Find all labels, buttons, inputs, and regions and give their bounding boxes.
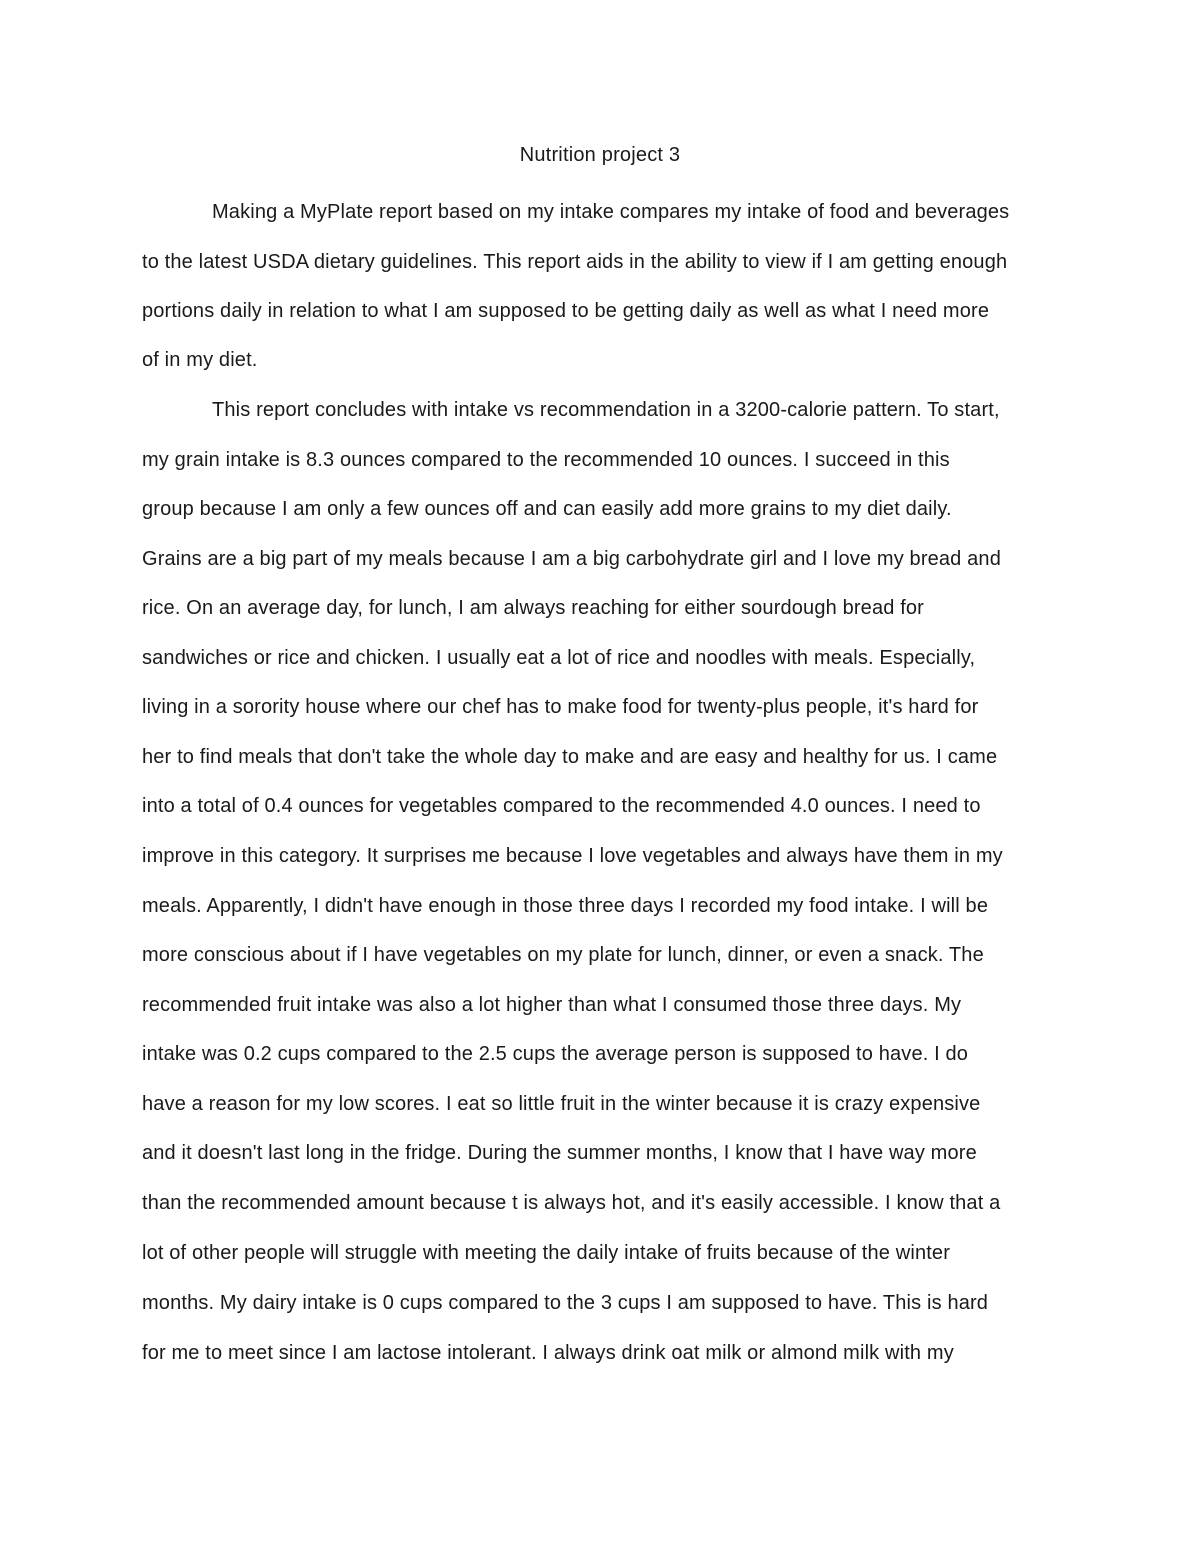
paragraph-2-line-13: recommended fruit intake was also a lot higher than what I consumed those three days. My bbox=[142, 994, 962, 1016]
paragraph-2-line-11: meals. Apparently, I didn't have enough in those three days I recorded my food intake. I will be bbox=[142, 895, 989, 917]
paragraph-2-line-18: lot of other people will struggle with meeting the daily intake of fruits because of the winter bbox=[142, 1242, 951, 1264]
paragraph-2-line-14: intake was 0.2 cups compared to the 2.5 cups the average person is supposed to have. I do bbox=[142, 1043, 969, 1065]
paragraph-2-line-3: group because I am only a few ounces off and can easily add more grains to my diet daily. bbox=[142, 498, 952, 520]
paragraph-2-line-9: into a total of 0.4 ounces for vegetables compared to the recommended 4.0 ounces. I need to bbox=[142, 795, 981, 817]
paragraph-2-line-20: for me to meet since I am lactose intolerant. I always drink oat milk or almond milk with my bbox=[142, 1342, 954, 1364]
paragraph-2-line-10: improve in this category. It surprises me because I love vegetables and always have them in my bbox=[142, 845, 1003, 867]
paragraph-2-line-5: rice. On an average day, for lunch, I am always reaching for either sourdough bread for bbox=[142, 597, 924, 619]
paragraph-2-line-8: her to find meals that don't take the whole day to make and are easy and healthy for us. I came bbox=[142, 746, 998, 768]
paragraph-2-line-19: months. My dairy intake is 0 cups compared to the 3 cups I am supposed to have. This is hard bbox=[142, 1292, 989, 1314]
paragraph-2-line-4: Grains are a big part of my meals because I am a big carbohydrate girl and I love my bread and bbox=[142, 548, 1001, 570]
paragraph-1-line-4: of in my diet. bbox=[142, 349, 258, 371]
paragraph-2-line-6: sandwiches or rice and chicken. I usually eat a lot of rice and noodles with meals. Especially, bbox=[142, 647, 976, 669]
paragraph-2-line-16: and it doesn't last long in the fridge. During the summer months, I know that I have way more bbox=[142, 1142, 977, 1164]
paragraph-2-line-2: my grain intake is 8.3 ounces compared to the recommended 10 ounces. I succeed in this bbox=[142, 449, 950, 471]
paragraph-1-line-2: to the latest USDA dietary guidelines. This report aids in the ability to view if I am getting enough bbox=[142, 251, 1008, 273]
paragraph-1-line-1: Making a MyPlate report based on my intake compares my intake of food and beverages bbox=[212, 201, 1010, 223]
paragraph-2-line-15: have a reason for my low scores. I eat so little fruit in the winter because it is crazy expensive bbox=[142, 1093, 981, 1115]
paragraph-2-line-1: This report concludes with intake vs recommendation in a 3200-calorie pattern. To start, bbox=[212, 399, 1000, 421]
paragraph-2-line-17: than the recommended amount because t is always hot, and it's easily accessible. I know that a bbox=[142, 1192, 1001, 1214]
paragraph-2-line-12: more conscious about if I have vegetables on my plate for lunch, dinner, or even a snack. The bbox=[142, 944, 984, 966]
paragraph-1-line-3: portions daily in relation to what I am supposed to be getting daily as well as what I need more bbox=[142, 300, 990, 322]
paragraph-2-line-7: living in a sorority house where our chef has to make food for twenty-plus people, it's hard for bbox=[142, 696, 979, 718]
document-title: Nutrition project 3 bbox=[519, 144, 681, 166]
